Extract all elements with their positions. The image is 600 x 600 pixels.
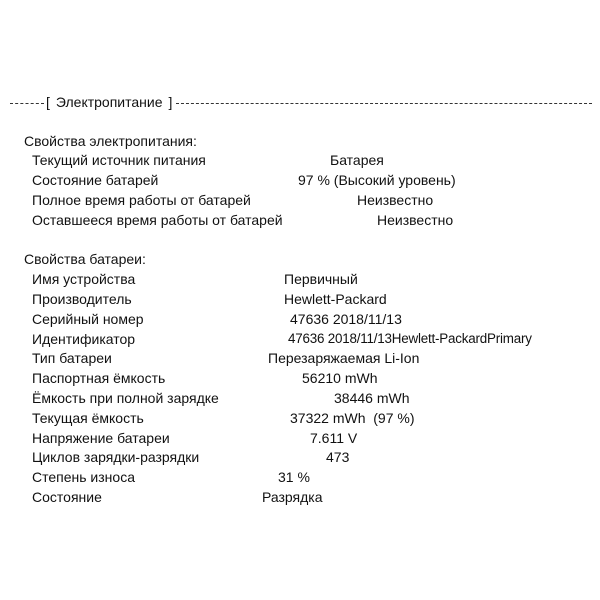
battery-row-value: 37322 mWh (97 %) — [290, 410, 415, 426]
battery-row-label: Серийный номер — [32, 311, 144, 327]
battery-row-label: Текущая ёмкость — [32, 410, 144, 426]
battery-row-label: Напряжение батареи — [32, 430, 170, 446]
battery-row-value: Перезаряжаемая Li-Ion — [268, 350, 420, 366]
header-dashes-left — [10, 103, 44, 104]
battery-row-value: Первичный — [284, 271, 358, 287]
battery-properties-title: Свойства батареи: — [24, 251, 146, 267]
battery-row-value: 7.611 V — [310, 430, 358, 446]
power-row-label: Текущий источник питания — [32, 152, 206, 168]
battery-row-value: 473 — [326, 449, 350, 465]
battery-row-label: Степень износа — [32, 469, 135, 485]
battery-row-label: Идентификатор — [32, 331, 136, 347]
battery-row-label: Ёмкость при полной зарядке — [32, 390, 219, 406]
battery-row-value: Разрядка — [262, 489, 323, 505]
battery-row-value: 31 % — [278, 469, 310, 485]
battery-row-value: 56210 mWh — [302, 370, 378, 386]
power-row-label: Полное время работы от батарей — [32, 192, 251, 208]
header-dashes-right — [176, 103, 592, 104]
battery-row-label: Паспортная ёмкость — [32, 370, 166, 386]
battery-row-label: Имя устройства — [32, 271, 136, 287]
power-row-value: 97 % (Высокий уровень) — [298, 172, 456, 188]
battery-row-value: 38446 mWh — [334, 390, 410, 406]
battery-row-label: Тип батареи — [32, 350, 112, 366]
power-row-value: Батарея — [330, 152, 384, 168]
battery-row-label: Циклов зарядки-разрядки — [32, 449, 200, 465]
battery-row-label: Производитель — [32, 291, 132, 307]
battery-row-value: 47636 2018/11/13Hewlett-PackardPrimary — [288, 331, 532, 346]
power-row-value: Неизвестно — [377, 212, 454, 228]
power-row-label: Состояние батарей — [32, 172, 159, 188]
header-title: Электропитание — [55, 94, 163, 110]
battery-row-label: Состояние — [32, 489, 102, 505]
section-header — [10, 93, 592, 111]
battery-row-value: 47636 2018/11/13 — [290, 311, 402, 327]
header-close-bracket: ] — [168, 94, 173, 110]
power-properties-title: Свойства электропитания: — [24, 133, 197, 149]
power-row-value: Неизвестно — [357, 192, 434, 208]
power-row-label: Оставшееся время работы от батарей — [32, 212, 283, 228]
header-open-bracket: [ — [46, 94, 50, 110]
battery-row-value: Hewlett-Packard — [284, 291, 387, 307]
